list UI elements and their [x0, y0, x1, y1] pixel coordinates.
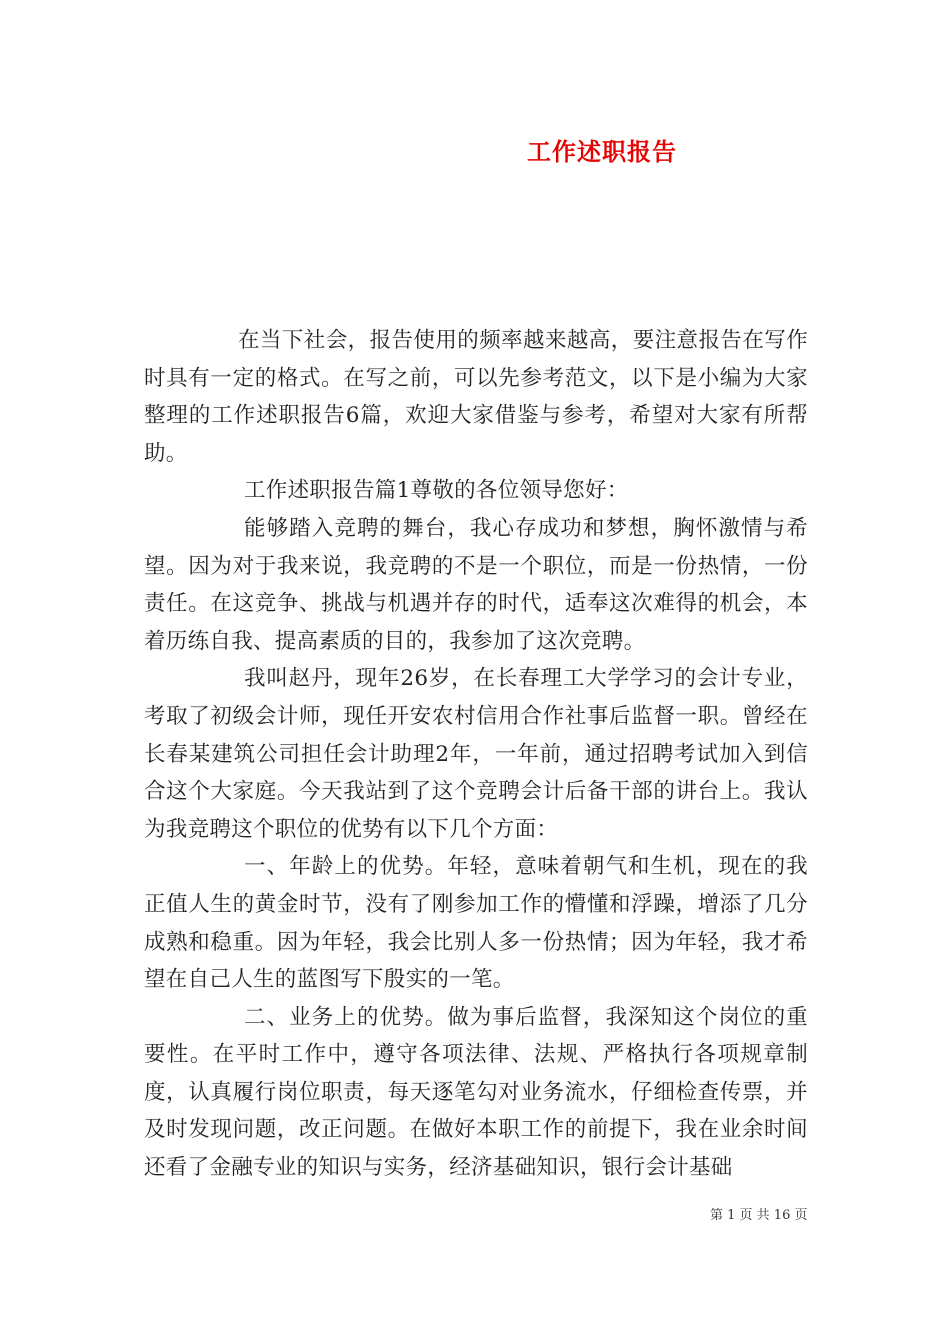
document-body — [144, 322, 808, 1187]
document-title: 工作述职报告 — [527, 138, 677, 166]
paragraph-1: 能够踏入竞聘的舞台，我心存成功和梦想，胸怀激情与希望。因为对于我来说，我竞聘的不是一个职位，而是一份热情，一份责任。在这竞争、挑战与机遇并存的时代，适奉这次难得的机会，本着历练自我、提高素质的目的，我参加了这次竞聘。 — [144, 515, 808, 654]
paragraph-salutation: 工作述职报告篇1尊敬的各位领导您好： — [244, 478, 629, 504]
page-number-footer: 第 1 页 共 16 页 — [710, 1208, 808, 1223]
paragraph-intro: 在当下社会，报告使用的频率越来越高，要注意报告在写作时具有一定的格式。在写之前，可以先参考范文，以下是小编为大家整理的工作述职报告6篇，欢迎大家借鉴与参考，希望对大家有所帮助。 — [144, 328, 808, 466]
paragraph-3: 一、年龄上的优势。年轻，意味着朝气和生机，现在的我正值人生的黄金时节，没有了刚参加工作的懵懂和浮躁，增添了几分成熟和稳重。因为年轻，我会比别人多一份热情；因为年轻，我才希望在自己人生的蓝图写下殷实的一笔。 — [144, 854, 808, 993]
paragraph-2: 我叫赵丹，现年26岁，在长春理工大学学习的会计专业，考取了初级会计师，现任开安农村信用合作社事后监督一职。曾经在长春某建筑公司担任会计助理2年，一年前，通过招聘考试加入到信合这个大家庭。今天我站到了这个竞聘会计后备干部的讲台上。我认为我竞聘这个职位的优势有以下几个方面： — [144, 666, 808, 842]
paragraph-4: 二、业务上的优势。做为事后监督，我深知这个岗位的重要性。在平时工作中，遵守各项法律、法规、严格执行各项规章制度，认真履行岗位职责，每天逐笔勾对业务流水，仔细检查传票，并及时发现问题，改正问题。在做好本职工作的前提下，我在业余时间还看了金融专业的知识与实务，经济基础知识，银行会计基础 — [144, 1004, 808, 1181]
